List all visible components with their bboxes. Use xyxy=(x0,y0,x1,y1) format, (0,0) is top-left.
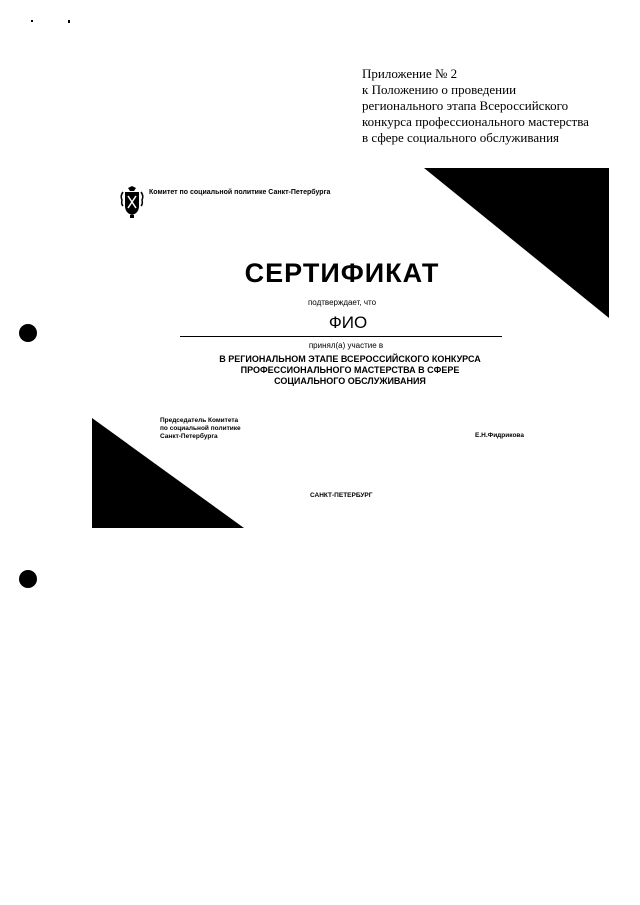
committee-name: Комитет по социальной политике Санкт-Петербурга xyxy=(149,189,331,196)
stage-line: В РЕГИОНАЛЬНОМ ЭТАПЕ ВСЕРОССИЙСКОГО КОНКУРСА xyxy=(219,354,481,364)
scan-speck xyxy=(68,20,70,23)
coat-of-arms-icon xyxy=(120,186,144,218)
chair-title xyxy=(160,417,241,441)
signer-name: Е.Н.Фидрикова xyxy=(475,432,524,439)
stage-line: СОЦИАЛЬНОГО ОБСЛУЖИВАНИЯ xyxy=(274,376,426,386)
fio-underline xyxy=(180,336,502,337)
certificate-title: СЕРТИФИКАТ xyxy=(244,258,440,288)
appendix-line: конкурса профессионального мастерства xyxy=(362,114,589,129)
chair-line: Санкт-Петербурга xyxy=(160,433,218,440)
punch-hole xyxy=(19,570,37,588)
appendix-note xyxy=(362,66,622,146)
appendix-line: регионального этапа Всероссийского xyxy=(362,98,569,113)
appendix-line: к Положению о проведении xyxy=(362,82,517,97)
appendix-line: в сфере социального обслуживания xyxy=(362,130,559,145)
appendix-line: Приложение № 2 xyxy=(362,66,458,81)
fio-field: ФИО xyxy=(328,313,368,332)
took-part-text: принял(а) участие в xyxy=(308,341,384,350)
stage-line: ПРОФЕССИОНАЛЬНОГО МАСТЕРСТВА В СФЕРЕ xyxy=(240,365,460,375)
scan-speck xyxy=(31,20,33,22)
stage-description xyxy=(0,354,640,387)
confirms-text: подтверждает, что xyxy=(307,298,377,307)
corner-triangle-top xyxy=(424,168,609,318)
city-name: САНКТ-ПЕТЕРБУРГ xyxy=(310,492,373,499)
chair-line: Председатель Комитета xyxy=(160,417,239,424)
chair-line: по социальной политике xyxy=(160,425,241,432)
